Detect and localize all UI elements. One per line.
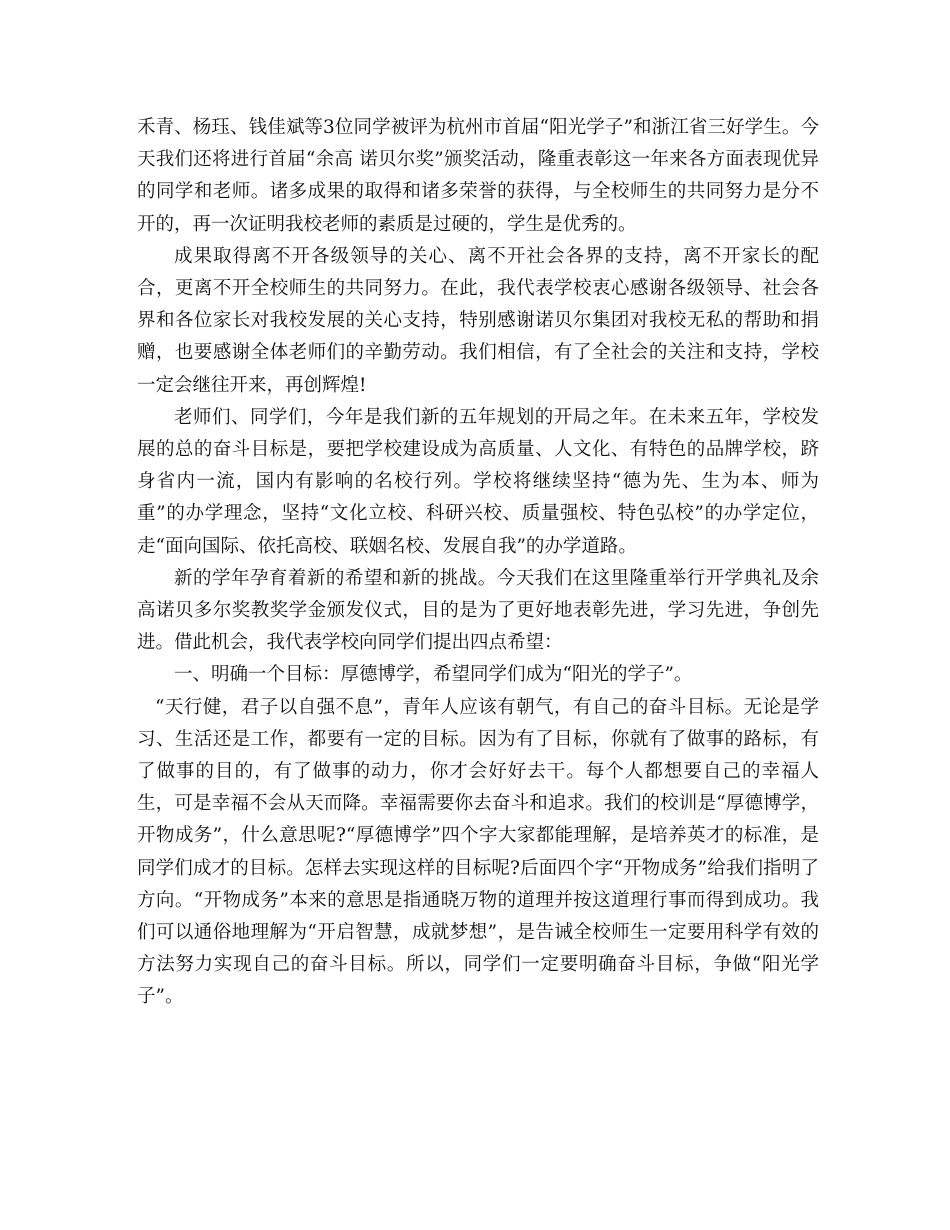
paragraph-awards: 禾青、杨珏、钱佳斌等3位同学被评为杭州市首届“阳光学子”和浙江省三好学生。今天我们还将进行首届“余高 诺贝尔奖”颁奖活动，隆重表彰这一年来各方面表现优异的同学和老师。诸多成果的取得和诸多荣誉的获得，与全校师生的共同努力是分不开的，再一次证明我校老师的素质是过硬的，学生是优秀的。 xyxy=(137,117,819,235)
paragraph-new-semester: 新的学年孕育着新的希望和新的挑战。今天我们在这里隆重举行开学典礼及余高诺贝多尔奖教奖学金颁发仪式，目的是为了更好地表彰先进，学习先进，争创先进。借此机会，我代表学校向同学们提出四点希望： xyxy=(137,567,819,654)
paragraph-hope-one-body: “天行健，君子以自强不息”，青年人应该有朝气，有自己的奋斗目标。无论是学习、生活还是工作，都要有一定的目标。因为有了目标，你就有了做事的路标，有了做事的目的，有了做事的动力，你才会好好去干。每个人都想要自己的幸福人生，可是幸福不会从天而降。幸福需要你去奋斗和追求。我们的校训是“厚德博学，开物成务”，什么意思呢?“厚德博学”四个字大家都能理解，是培养英才的标准，是同学们成才的目标。怎样去实现这样的目标呢?后面四个字“开物成务”给我们指明了方向。“开物成务”本来的意思是指通晓万物的道理并按这道理行事而得到成功。我们可以通俗地理解为“开启智慧，成就梦想”，是告诫全校师生一定要用科学有效的方法努力实现自己的奋斗目标。所以，同学们一定要明确奋斗目标，争做“阳光学子”。 xyxy=(137,696,819,1008)
document-body xyxy=(137,112,819,1014)
paragraph-five-year-plan: 老师们、同学们，今年是我们新的五年规划的开局之年。在未来五年，学校发展的总的奋斗目标是，要把学校建设成为高质量、人文化、有特色的品牌学校，跻身省内一流，国内有影响的名校行列。学校将继续坚持“德为先、生为本、师为重”的办学理念，坚持“文化立校、科研兴校、质量强校、特色弘校”的办学定位，走“面向国际、依托高校、联姻名校、发展自我”的办学道路。 xyxy=(137,406,819,557)
paragraph-thanks: 成果取得离不开各级领导的关心、离不开社会各界的支持，离不开家长的配合，更离不开全校师生的共同努力。在此，我代表学校衷心感谢各级领导、社会各界和各位家长对我校发展的关心支持，特别感谢诺贝尔集团对我校无私的帮助和捐赠，也要感谢全体老师们的辛勤劳动。我们相信，有了全社会的关注和支持，学校一定会继往开来，再创辉煌! xyxy=(137,245,819,396)
paragraph-hope-one-heading: 一、明确一个目标：厚德博学，希望同学们成为“阳光的学子”。 xyxy=(174,664,693,686)
